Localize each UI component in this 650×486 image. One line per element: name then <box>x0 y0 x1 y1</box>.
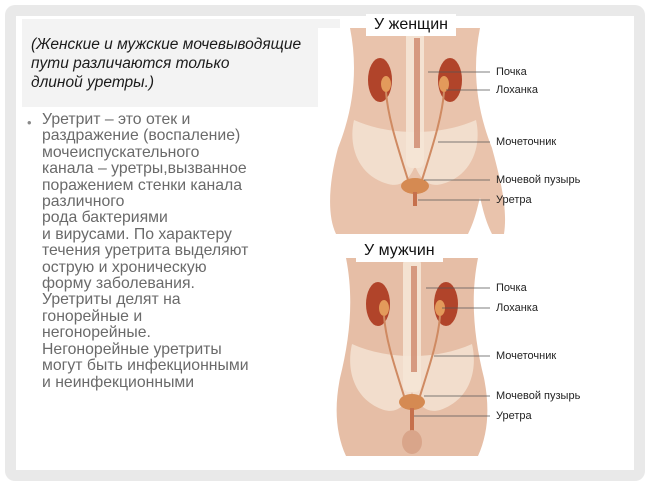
male-diagram-panel <box>318 242 630 456</box>
female-urinary-illustration <box>318 28 630 234</box>
male-label-urethra: Уретра <box>496 410 532 422</box>
male-urinary-illustration <box>318 258 630 456</box>
male-label-bladder: Мочевой пузырь <box>496 390 581 402</box>
female-title: У женщин <box>366 14 456 36</box>
male-title: У мужчин <box>356 240 443 262</box>
bullet-marker: • <box>27 115 32 130</box>
female-label-pelvis: Лоханка <box>496 84 538 96</box>
male-label-pelvis: Лоханка <box>496 302 538 314</box>
bullet-text: Уретрит – это отек и раздражение (воспаление) мочеиспускательного канала – уретры,вызванное поражением стенки канала различного рода бактериями и вирусами. По характеру течения уретрита выделяют острую и хроническую форму заболевания. Уретриты делят на гонорейные и негонорейные. Негонорейные уретриты могут быть инфекционными и неинфекционными <box>42 111 249 391</box>
quote-text: (Женские и мужские мочевыводящие пути различаются только длиной уретры.) <box>31 36 302 91</box>
female-label-kidney: Почка <box>496 66 527 78</box>
female-label-urethra: Уретра <box>496 194 532 206</box>
female-diagram-panel <box>318 16 630 234</box>
male-label-ureter: Мочеточник <box>496 350 557 362</box>
female-label-ureter: Мочеточник <box>496 136 557 148</box>
female-label-bladder: Мочевой пузырь <box>496 174 581 186</box>
male-label-kidney: Почка <box>496 282 527 294</box>
